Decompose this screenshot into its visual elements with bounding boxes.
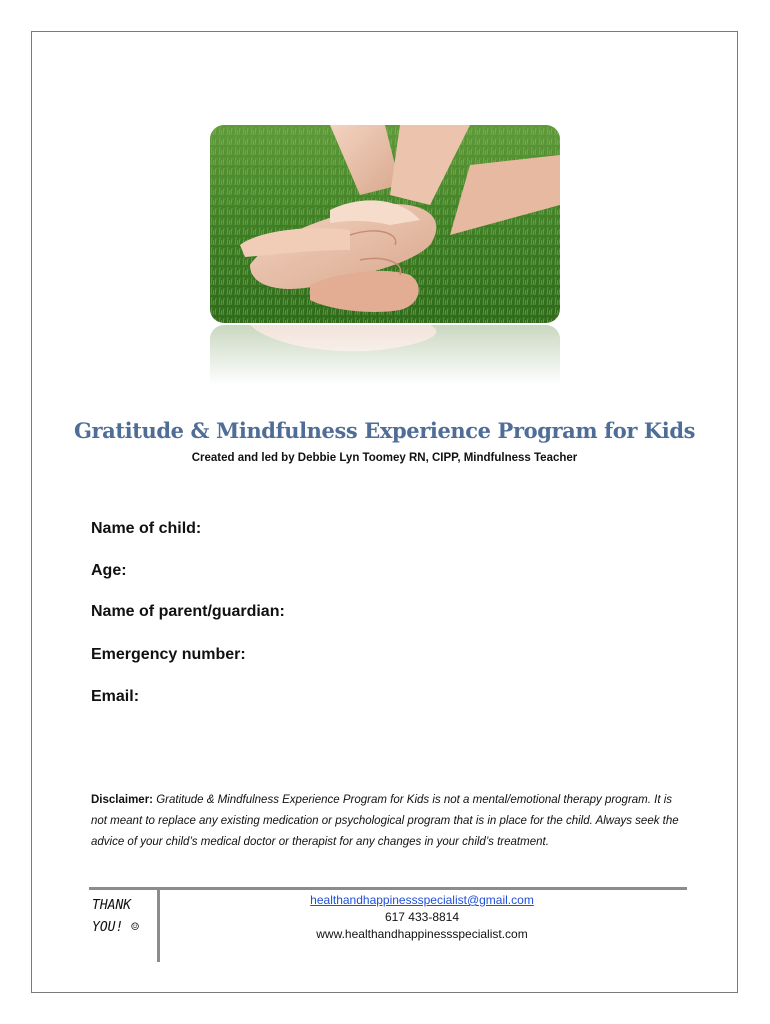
thank-you-line-1: THANK (92, 898, 132, 913)
thank-you-line-2: YOU! ☺ (92, 920, 139, 935)
field-name-of-child: Name of child: (91, 520, 202, 537)
disclaimer-text: Gratitude & Mindfulness Experience Program for Kids is not a mental/emotional therapy program. It is not meant to replace any existing medication or psychological program that is in place for the child. Always seek the advice of your child’s medical doctor or therapist for any changes in your child’s treatment. (91, 794, 679, 848)
footer-vertical-divider (157, 890, 160, 962)
page-title: Gratitude & Mindfulness Experience Program for Kids (73, 418, 696, 443)
thank-you-note (92, 895, 154, 939)
stacked-hands-photo (210, 125, 560, 323)
field-emergency-number: Emergency number: (91, 646, 246, 663)
disclaimer (91, 790, 691, 853)
disclaimer-label: Disclaimer: (91, 794, 154, 806)
document-page (31, 31, 738, 993)
field-parent-guardian: Name of parent/guardian: (91, 603, 285, 620)
photo-reflection (210, 325, 560, 385)
footer-divider (89, 887, 687, 890)
hero-photo (210, 125, 560, 385)
contact-email-link[interactable]: healthandhappinessspecialist@gmail.com (310, 893, 534, 907)
field-email: Email: (91, 688, 140, 705)
field-age: Age: (91, 562, 127, 579)
contact-info (172, 892, 672, 943)
contact-website: www.healthandhappinessspecialist.com (316, 927, 528, 941)
page-subtitle: Created and led by Debbie Lyn Toomey RN, CIPP, Mindfulness Teacher (191, 452, 578, 464)
contact-phone: 617 433-8814 (384, 910, 460, 924)
